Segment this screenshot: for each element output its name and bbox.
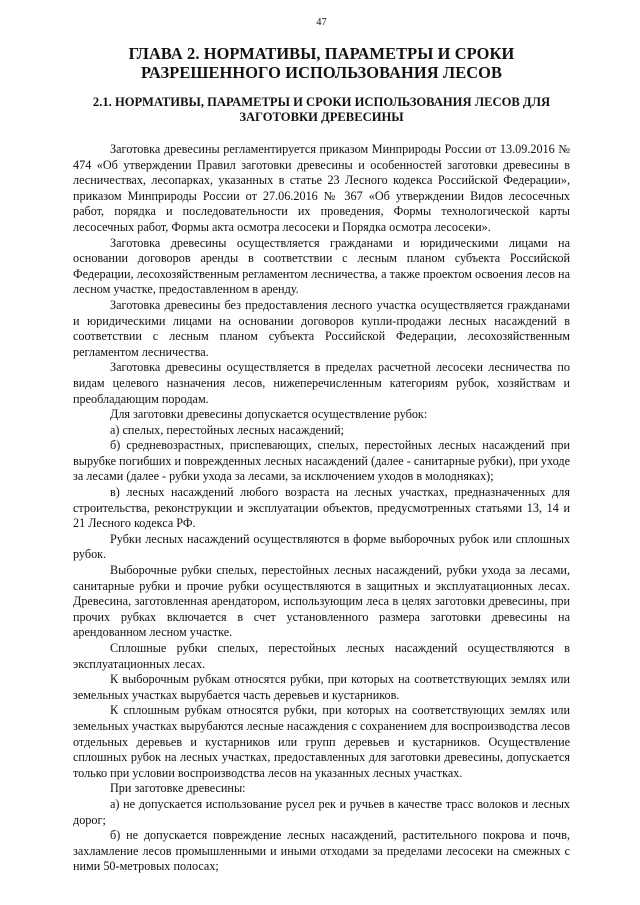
list-item: а) не допускается использование русел рек и ручьев в качестве трасс волоков и лесных дорог; bbox=[73, 796, 570, 827]
paragraph: Выборочные рубки спелых, перестойных лесных насаждений, рубки ухода за лесами, санитарные рубки и прочие рубки осуществляются в защитных и эксплуатационных лесах. Древесина, заготовленная арендатором, использующим леса в целях заготовки древесины, при прочих рубках включается в счет установленного размера заготовки древесины на арендованном лесном участке. bbox=[73, 563, 570, 640]
paragraph: Для заготовки древесины допускается осуществление рубок: bbox=[110, 407, 428, 422]
paragraph: К сплошным рубкам относятся рубки, при которых на соответствующих землях или земельных участках вырубаются лесные насаждения с сохранением для воспроизводства лесов отдельных деревьев и кустарников или групп деревьев и кустарников. Осуществление сплошных рубок на лесных участках, предоставленных для заготовки древесины, допускается только при условии воспроизводства лесов на указанных лесных участках. bbox=[73, 703, 570, 780]
paragraph: К выборочным рубкам относятся рубки, при которых на соответствующих землях или земельных участках вырубается часть деревьев и кустарников. bbox=[73, 672, 570, 702]
paragraph: Заготовка древесины регламентируется приказом Минприроды России от 13.09.2016 № 474 «Об утверждении Правил заготовки древесины и особенностей заготовки древесины в лесничествах, лесопарках, указанных в статье 23 Лесного кодекса Российской Федерации», приказом Минприроды России от 27.06.2016 № 367 «Об утверждении Видов лесосечных работ, порядка и последовательности их проведения, Формы технологической карты лесосечных работ, Формы акта осмотра лесосеки и Порядка осмотра лесосеки». bbox=[73, 142, 570, 234]
section-title: 2.1. НОРМАТИВЫ, ПАРАМЕТРЫ И СРОКИ ИСПОЛЬЗОВАНИЯ ЛЕСОВ ДЛЯ ЗАГОТОВКИ ДРЕВЕСИНЫ bbox=[92, 95, 551, 124]
paragraph: Заготовка древесины без предоставления лесного участка осуществляется гражданами и юридическими лицами на основании договоров купли-продажи лесных насаждений в соответствии с лесным планом субъекта Российской Федерации, лесохозяйственным регламентом лесничества. bbox=[73, 297, 570, 359]
paragraph: Заготовка древесины осуществляется гражданами и юридическими лицами на основании договоров аренды в соответствии с лесным планом субъекта Российской Федерации, лесохозяйственным регламентом лесничества, а также проектом освоения лесов на лесном участке, предоставленном в аренду. bbox=[73, 235, 570, 297]
paragraph: При заготовке древесины: bbox=[110, 781, 246, 796]
body-text bbox=[73, 142, 570, 875]
paragraph: Сплошные рубки спелых, перестойных лесных насаждений осуществляются в эксплуатационных лесах. bbox=[73, 641, 570, 671]
chapter-title: ГЛАВА 2. НОРМАТИВЫ, ПАРАМЕТРЫ И СРОКИ РАЗРЕШЕННОГО ИСПОЛЬЗОВАНИЯ ЛЕСОВ bbox=[128, 44, 515, 82]
paragraph: Заготовка древесины осуществляется в пределах расчетной лесосеки лесничества по видам целевого назначения лесов, нижеперечисленным категориям рубок, хозяйствам и преобладающим породам. bbox=[73, 360, 570, 406]
list-item: б) средневозрастных, приспевающих, спелых, перестойных лесных насаждений при вырубке погибших и поврежденных лесных насаждений (далее - санитарные рубки), при уходе за лесами (далее - рубки ухода за лесами, за исключением уходов в молодняках); bbox=[73, 438, 570, 484]
list-item: в) лесных насаждений любого возраста на лесных участках, предназначенных для строительства, реконструкции и эксплуатации объектов, предусмотренных статьями 13, 14 и 21 Лесного кодекса РФ. bbox=[73, 485, 570, 531]
page-number: 47 bbox=[316, 17, 327, 28]
list-item: а) спелых, перестойных лесных насаждений; bbox=[110, 422, 345, 437]
list-item: б) не допускается повреждение лесных насаждений, растительного покрова и почв, захламление лесов промышленными и иными отходами за пределами лесосеки на смежных с ними 50-метровых полосах; bbox=[73, 828, 570, 874]
paragraph: Рубки лесных насаждений осуществляются в форме выборочных рубок или сплошных рубок. bbox=[73, 531, 570, 562]
